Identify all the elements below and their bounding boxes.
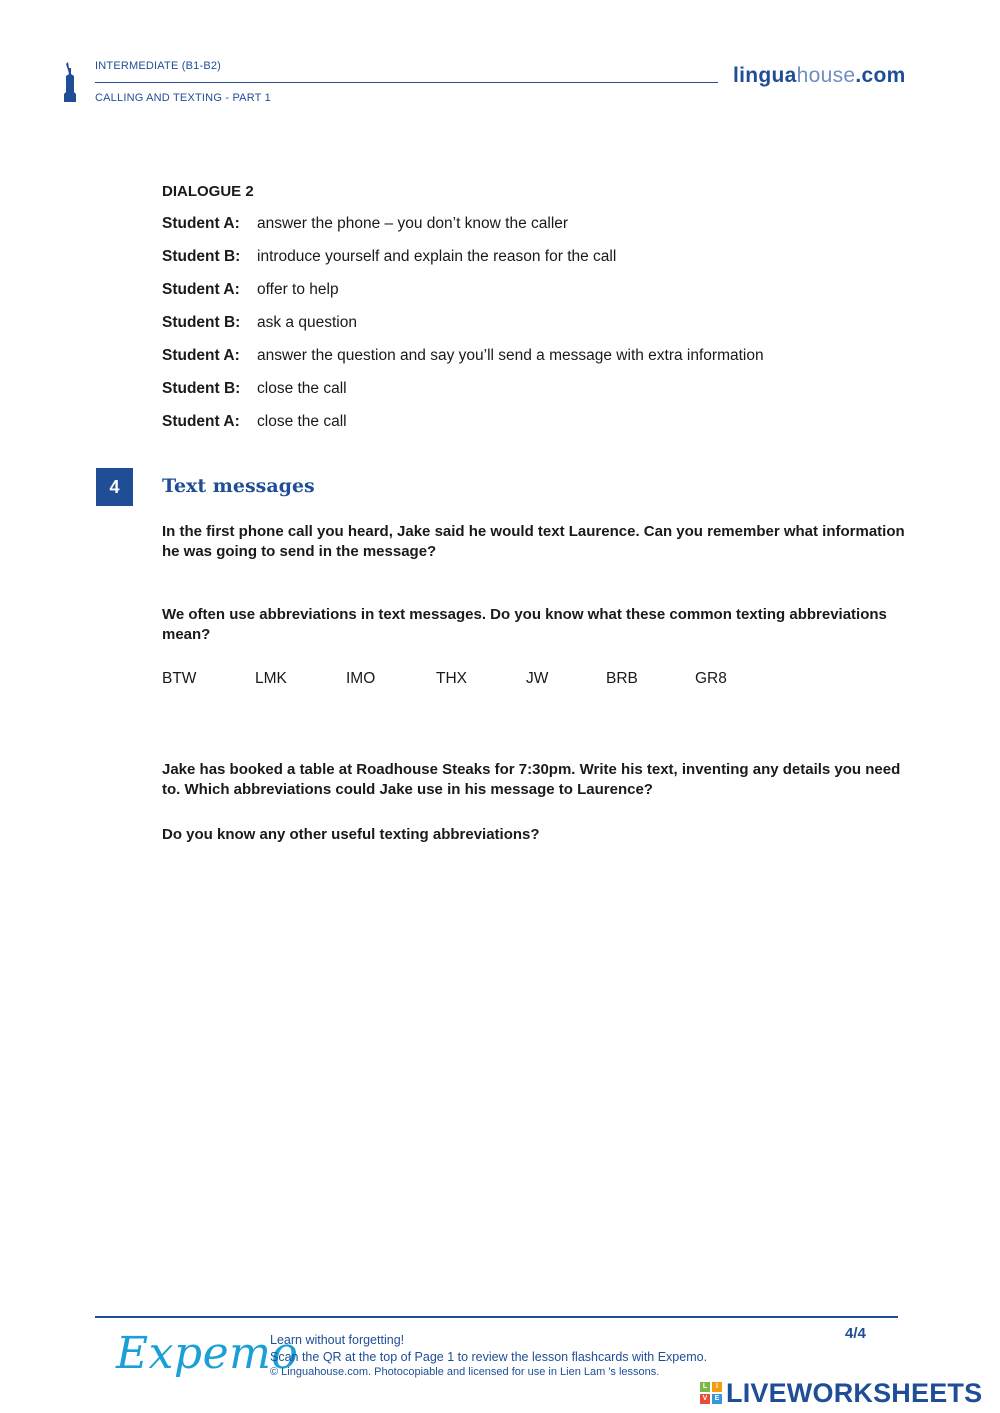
dialogue-title: DIALOGUE 2 — [162, 183, 254, 200]
abbreviation-brb: BRB — [606, 670, 638, 687]
dialogue-instruction: introduce yourself and explain the reason for the call — [257, 248, 617, 265]
speaker-label: Student B: — [162, 248, 241, 265]
abbreviation-jw: JW — [526, 670, 549, 687]
dialogue-instruction: answer the question and say you’ll send a message with extra information — [257, 347, 764, 364]
footer-copyright: © Linguahouse.com. Photocopiable and licensed for use in Lien Lam 's lessons. — [270, 1366, 660, 1378]
section-title: Text messages — [162, 475, 315, 497]
dialogue-instruction: offer to help — [257, 281, 339, 298]
lesson-title: CALLING AND TEXTING - PART 1 — [95, 92, 271, 104]
abbreviation-imo: IMO — [346, 670, 376, 687]
block-v: V — [700, 1394, 710, 1404]
block-l: L — [700, 1382, 710, 1392]
page-number: 4/4 — [845, 1325, 866, 1342]
dialogue-instruction: close the call — [257, 380, 347, 397]
speaker-label: Student A: — [162, 413, 240, 430]
footer-divider — [95, 1316, 898, 1318]
dialogue-row — [162, 215, 568, 233]
dialogue-row — [162, 281, 339, 299]
statue-of-liberty-icon — [62, 62, 80, 104]
speaker-label: Student A: — [162, 347, 240, 364]
question-4: Do you know any other useful texting abbreviations? — [162, 826, 540, 843]
speaker-label: Student B: — [162, 380, 241, 397]
footer-tagline: Learn without forgetting! — [270, 1333, 405, 1347]
dialogue-row — [162, 347, 764, 365]
liveworksheets-text: LIVEWORKSHEETS — [726, 1377, 983, 1408]
abbreviation-lmk: LMK — [255, 670, 287, 687]
speaker-label: Student B: — [162, 314, 241, 331]
dialogue-row — [162, 248, 616, 266]
block-e: E — [712, 1394, 722, 1404]
dialogue-instruction: answer the phone – you don’t know the caller — [257, 215, 569, 232]
dialogue-row — [162, 380, 347, 398]
level-label: INTERMEDIATE (B1-B2) — [95, 60, 222, 72]
speaker-label: Student A: — [162, 281, 240, 298]
expemo-logo[interactable]: Expemo — [116, 1328, 299, 1379]
dialogue-instruction: close the call — [257, 413, 347, 430]
speaker-label: Student A: — [162, 215, 240, 232]
brand-bold: lingua — [733, 64, 797, 87]
footer-instruction: Scan the QR at the top of Page 1 to review the lesson flashcards with Expemo. — [270, 1350, 708, 1364]
block-i: I — [712, 1382, 722, 1392]
header-divider — [95, 82, 718, 83]
section-number-badge: 4 — [96, 468, 133, 506]
brand-suffix: .com — [855, 64, 906, 87]
abbreviation-thx: THX — [436, 670, 467, 687]
dialogue-row — [162, 413, 347, 431]
dialogue-instruction: ask a question — [257, 314, 357, 331]
question-2: We often use abbreviations in text messages. Do you know what these common texting abbreviations mean? — [162, 606, 887, 643]
brand-light: house — [796, 64, 856, 87]
brand-logo[interactable] — [733, 64, 906, 88]
liveworksheets-logo[interactable] — [700, 1378, 982, 1408]
abbreviation-btw: BTW — [162, 670, 197, 687]
question-1: In the first phone call you heard, Jake said he would text Laurence. Can you remember what information he was going to send in the message? — [162, 523, 905, 560]
dialogue-row — [162, 314, 357, 332]
question-3: Jake has booked a table at Roadhouse Steaks for 7:30pm. Write his text, inventing any details you need to. Which abbreviations could Jake use in his message to Laurence? — [162, 761, 901, 798]
liveworksheets-blocks-icon — [700, 1382, 722, 1404]
abbreviation-gr8: GR8 — [695, 670, 727, 687]
